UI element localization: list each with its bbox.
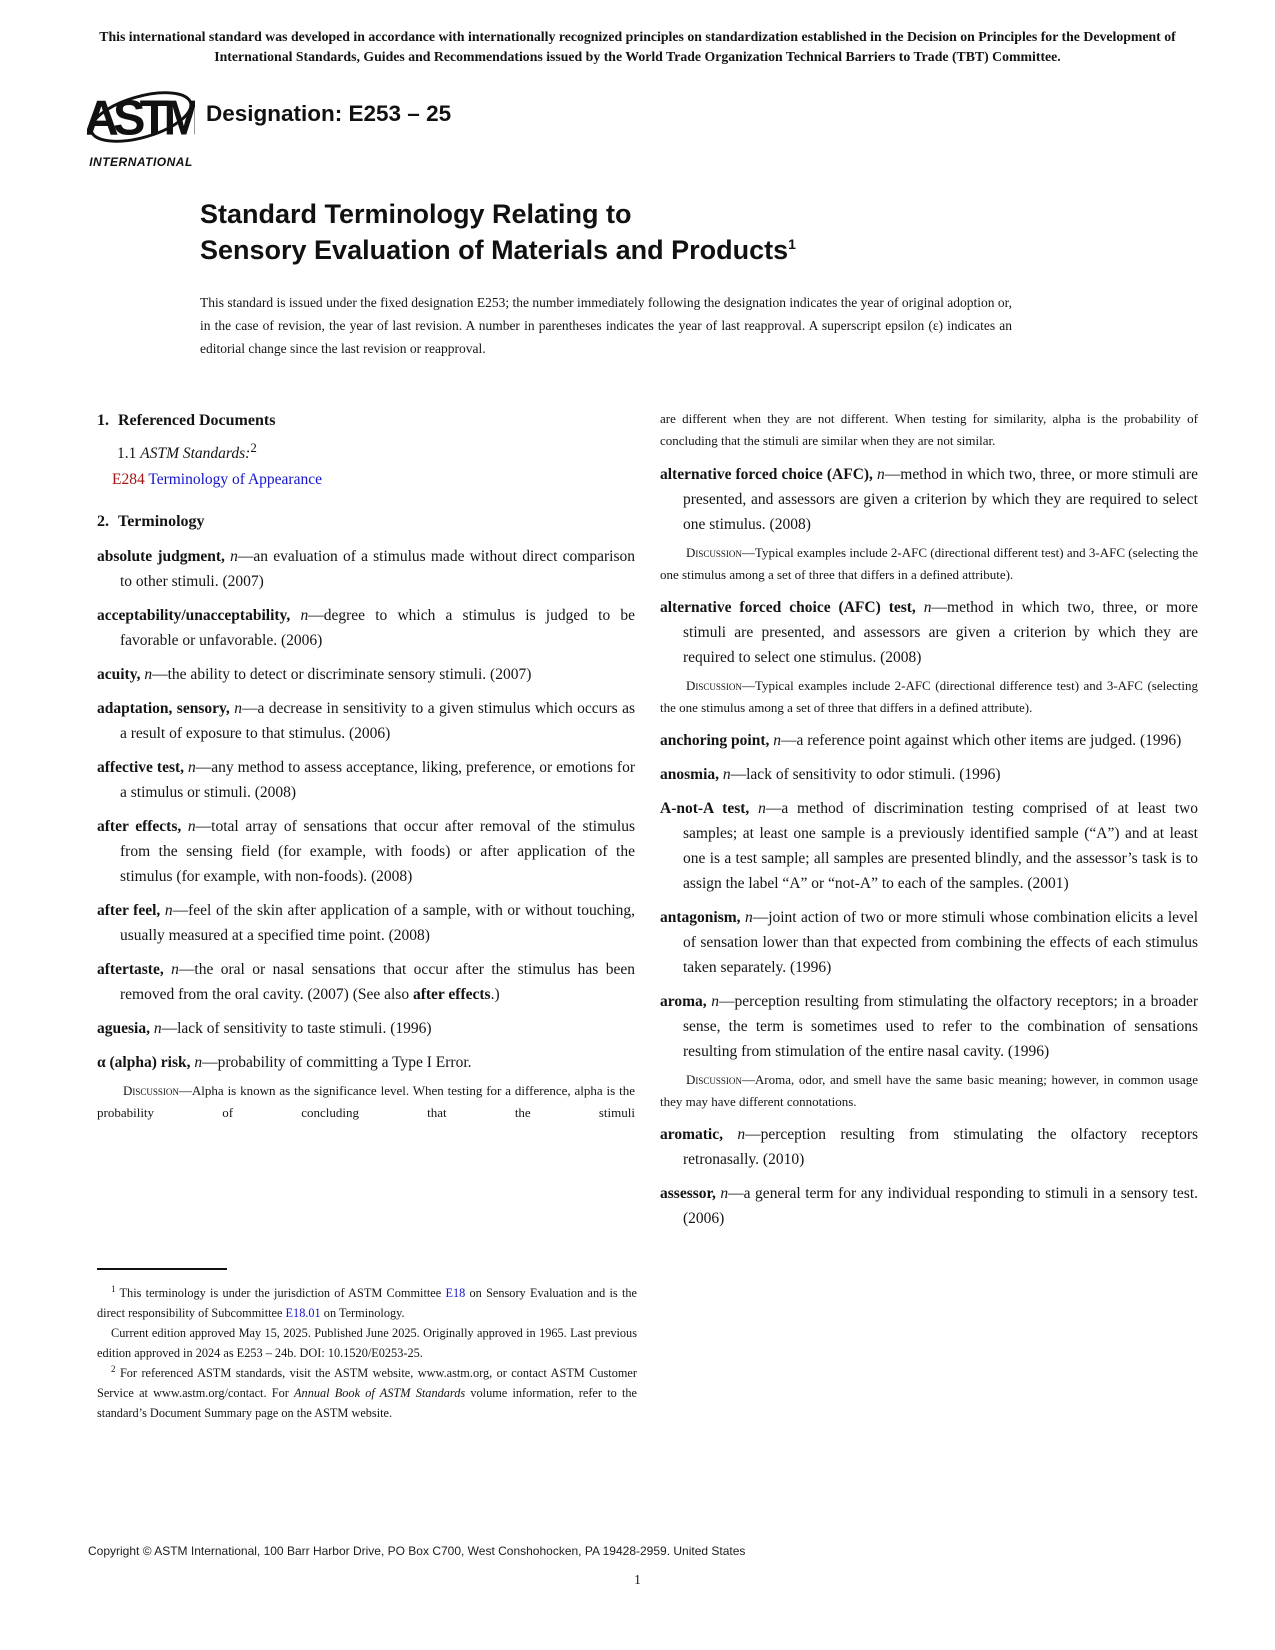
term-definition: —degree to which a stimulus is judged to be favorable or unfavorable. (2006) — [120, 607, 636, 649]
term-name: assessor, — [660, 1185, 716, 1202]
designation: Designation: E253 – 25 — [206, 101, 452, 126]
right-column — [660, 408, 1198, 1240]
term-entry — [660, 462, 1198, 537]
footnote-text: This terminology is under the jurisdiction of ASTM Committee — [119, 1286, 446, 1300]
section-heading-terminology — [97, 509, 635, 534]
term-name: after effects, — [97, 818, 182, 835]
page-title — [200, 196, 796, 268]
astm-standards-line — [97, 441, 635, 467]
clause-number: 1.1 — [117, 445, 137, 462]
term-name: anchoring point, — [660, 732, 770, 749]
footnote-italic-title: Annual Book of ASTM Standards — [294, 1386, 466, 1400]
term-name: adaptation, sensory, — [97, 700, 230, 717]
astm-logo — [86, 80, 196, 169]
part-of-speech: n — [720, 1185, 729, 1202]
discussion-note — [660, 542, 1198, 586]
discussion-text: —Typical examples include 2-AFC (directional different test) and 3-AFC (selecting the one stimulus among a set of three that differs in a defined attribute). — [660, 545, 1198, 582]
term-name: aftertaste, — [97, 961, 164, 978]
footnote-1-edition: Current edition approved May 15, 2025. Published June 2025. Originally approved in 1965. Last previous edition approved in 2024 as E253 – 24b. DOI: 10.1520/E0253-25. — [97, 1326, 637, 1360]
term-name: aguesia, — [97, 1020, 150, 1037]
term-entry — [97, 755, 635, 805]
term-name: affective test, — [97, 759, 185, 776]
term-entry — [660, 728, 1198, 753]
astm-logo-graphic — [87, 80, 195, 154]
term-entry — [660, 762, 1198, 787]
term-definition: —a method of discrimination testing comprised of at least two samples; at least one sample is a previously identified sample (“A”) and at least one is a test sample; all samples are presented blindly, and the assessor’s task is to assign the label “A” or “not-A” to each of the samples. (2001) — [683, 800, 1198, 892]
term-entry — [97, 898, 635, 948]
term-definition: —total array of sensations that occur after removal of the stimulus from the sensing field (for example, with foods) or after application of the stimulus (for example, with non-foods). (2008) — [120, 818, 636, 885]
term-definition: —method in which two, three, or more stimuli are presented, and assessors are given a criterion by which they are required to select one stimulus. (2008) — [683, 599, 1198, 666]
link-e18[interactable]: E18 — [445, 1286, 466, 1300]
cross-reference-term: after effects — [412, 986, 491, 1003]
term-entry — [660, 595, 1198, 670]
footnote-text: volume information, refer to the standard’s Document Summary page on the ASTM website. — [97, 1386, 637, 1420]
term-definition: —the oral or nasal sensations that occur after the stimulus has been removed from the oral cavity. (2007) (See also — [120, 961, 636, 1003]
term-entry — [660, 796, 1198, 896]
part-of-speech: n — [773, 732, 782, 749]
link-e284[interactable]: E284 — [112, 471, 145, 488]
term-definition: —method in which two, three, or more stimuli are presented, and assessors are given a criterion by which they are required to select one stimulus. (2008) — [683, 466, 1198, 533]
footnotes — [97, 1268, 637, 1423]
term-entry — [660, 1122, 1198, 1172]
term-entry — [97, 603, 635, 653]
part-of-speech: n — [758, 800, 766, 817]
part-of-speech: n — [744, 909, 753, 926]
term-definition: —lack of sensitivity to taste stimuli. (1996) — [161, 1020, 432, 1037]
term-name: aromatic, — [660, 1126, 723, 1143]
discussion-continuation: are different when they are not different. When testing for similarity, alpha is the probability of concluding that the stimuli are similar when they are not similar. — [660, 411, 1198, 448]
term-name: absolute judgment, — [97, 548, 225, 565]
part-of-speech: n — [877, 466, 885, 483]
term-definition: .) — [490, 986, 500, 1003]
term-name: anosmia, — [660, 766, 719, 783]
section-name: Referenced Documents — [118, 412, 276, 429]
term-definition: —perception resulting from stimulating the olfactory receptors retronasally. (2010) — [683, 1126, 1199, 1168]
link-e18-01[interactable]: E18.01 — [285, 1306, 321, 1320]
term-definition: —the ability to detect or discriminate sensory stimuli. (2007) — [152, 666, 532, 683]
left-column — [97, 408, 635, 1133]
discussion-text: —Alpha is known as the significance level. When testing for a difference, alpha is the probability of concluding that the stimuli — [97, 1083, 635, 1120]
astm-logo-letters: ASTM — [87, 91, 195, 146]
footnote-marker: 2 — [111, 1363, 116, 1374]
issuance-note: This standard is issued under the fixed designation E253; the number immediately following the designation indicates the year of original adoption or, in the case of revision, the year of last revision. A number in parentheses indicates the year of last reapproval. A superscript epsilon (ε) indicates an editorial change since the last revision or reapproval. — [200, 295, 1012, 356]
footnote-ref-2: 2 — [250, 439, 257, 455]
term-definition: —a decrease in sensitivity to a given stimulus which occurs as a result of exposure to that stimulus. (2006) — [120, 700, 635, 742]
term-name: acuity, — [97, 666, 141, 683]
part-of-speech: n — [187, 818, 196, 835]
part-of-speech: n — [234, 700, 242, 717]
term-name: antagonism, — [660, 909, 741, 926]
footnote-separator — [97, 1268, 227, 1270]
term-definition: —lack of sensitivity to odor stimuli. (1996) — [730, 766, 1001, 783]
term-name: aroma, — [660, 993, 707, 1010]
section-name: Terminology — [118, 513, 205, 530]
link-terminology-of-appearance[interactable]: Terminology of Appearance — [148, 471, 322, 488]
term-name: alternative forced choice (AFC) test, — [660, 599, 916, 616]
term-entry — [97, 696, 635, 746]
section-heading-referenced-documents — [97, 408, 635, 433]
section-number: 2. — [97, 513, 109, 530]
discussion-note — [97, 1080, 635, 1124]
part-of-speech: n — [722, 766, 731, 783]
term-definition: —feel of the skin after application of a sample, with or without touching, usually measured at a specified time point. (2008) — [120, 902, 636, 944]
part-of-speech: n — [923, 599, 932, 616]
term-definition: —any method to assess acceptance, liking, preference, or emotions for a stimulus or stimuli. (2008) — [120, 759, 636, 801]
footnote-1 — [97, 1283, 637, 1323]
section-number: 1. — [97, 412, 109, 429]
term-name: acceptability/unacceptability, — [97, 607, 291, 624]
astm-logo-subtitle: INTERNATIONAL — [89, 155, 193, 169]
tbt-notice: This international standard was developed in accordance with internationally recognized principles on standardization established in the Decision on Principles for the Development of International Standards, Guides and Recommendations issued by the World Trade Organization Technical Barriers to Trade (TBT) Committee. — [99, 29, 1176, 64]
term-name: A-not-A test, — [660, 800, 750, 817]
copyright-line: Copyright © ASTM International, 100 Barr Harbor Drive, PO Box C700, West Conshohocken, PA 19428-2959. United States — [88, 1544, 746, 1558]
term-entry — [97, 957, 635, 1007]
term-definition: —perception resulting from stimulating the olfactory receptors; in a broader sense, the term is sometimes used to refer to the combination of sensations resulting from stimulation of the entire nasal cavity. (1996) — [683, 993, 1199, 1060]
referenced-standard-line — [97, 467, 635, 493]
discussion-text: —Typical examples include 2-AFC (directional difference test) and 3-AFC (selecting the one stimulus among a set of three that differs in a defined attribute). — [660, 678, 1198, 715]
term-name: α (alpha) risk, — [97, 1054, 191, 1071]
part-of-speech: n — [144, 666, 153, 683]
term-definition: —a reference point against which other items are judged. (1996) — [781, 732, 1182, 749]
term-name: alternative forced choice (AFC), — [660, 466, 873, 483]
discussion-note — [660, 1069, 1198, 1113]
part-of-speech: n — [230, 548, 238, 565]
term-name: after feel, — [97, 902, 161, 919]
term-definition: —probability of committing a Type I Error. — [202, 1054, 472, 1071]
footnote-text: on Terminology. — [320, 1306, 405, 1320]
part-of-speech: n — [171, 961, 179, 978]
part-of-speech: n — [300, 607, 309, 624]
footnote-text: For referenced ASTM standards, visit the ASTM website, www.astm.org, or contact ASTM Customer Service at www.astm.org/contact. For — [97, 1366, 637, 1400]
term-definition: —a general term for any individual responding to stimuli in a sensory test. (2006) — [683, 1185, 1199, 1227]
discussion-label: Discussion — [686, 1072, 742, 1087]
discussion-label: Discussion — [123, 1083, 179, 1098]
term-entry — [660, 989, 1198, 1064]
title-line-2: Sensory Evaluation of Materials and Products — [200, 235, 789, 265]
footnote-text: on Sensory Evaluation and is the direct responsibility of Subcommittee — [97, 1286, 637, 1320]
term-entry — [660, 1181, 1198, 1231]
page-number: 1 — [634, 1572, 641, 1587]
part-of-speech: n — [711, 993, 720, 1010]
term-entry — [97, 544, 635, 594]
term-entry — [97, 1050, 635, 1075]
term-entry — [97, 1016, 635, 1041]
discussion-text: —Aroma, odor, and smell have the same basic meaning; however, in common usage they may have different connotations. — [660, 1072, 1198, 1109]
part-of-speech: n — [188, 759, 196, 776]
part-of-speech: n — [194, 1054, 203, 1071]
discussion-label: Discussion — [686, 678, 742, 693]
term-definition: —an evaluation of a stimulus made without direct comparison to other stimuli. (2007) — [120, 548, 635, 590]
footnote-marker: 1 — [111, 1283, 116, 1294]
term-entry — [97, 662, 635, 687]
term-entry — [97, 814, 635, 889]
discussion-label: Discussion — [686, 545, 742, 560]
discussion-note — [660, 675, 1198, 719]
footnote-2 — [97, 1363, 637, 1423]
title-line-1: Standard Terminology Relating to — [200, 199, 632, 229]
part-of-speech: n — [153, 1020, 162, 1037]
title-footnote-marker: 1 — [788, 236, 796, 252]
clause-label: ASTM Standards: — [140, 445, 251, 462]
term-definition: —joint action of two or more stimuli whose combination elicits a level of sensation lower than that expected from combining the effects of each stimulus taken separately. (1996) — [683, 909, 1198, 976]
term-entry — [660, 905, 1198, 980]
part-of-speech: n — [737, 1126, 746, 1143]
part-of-speech: n — [164, 902, 173, 919]
